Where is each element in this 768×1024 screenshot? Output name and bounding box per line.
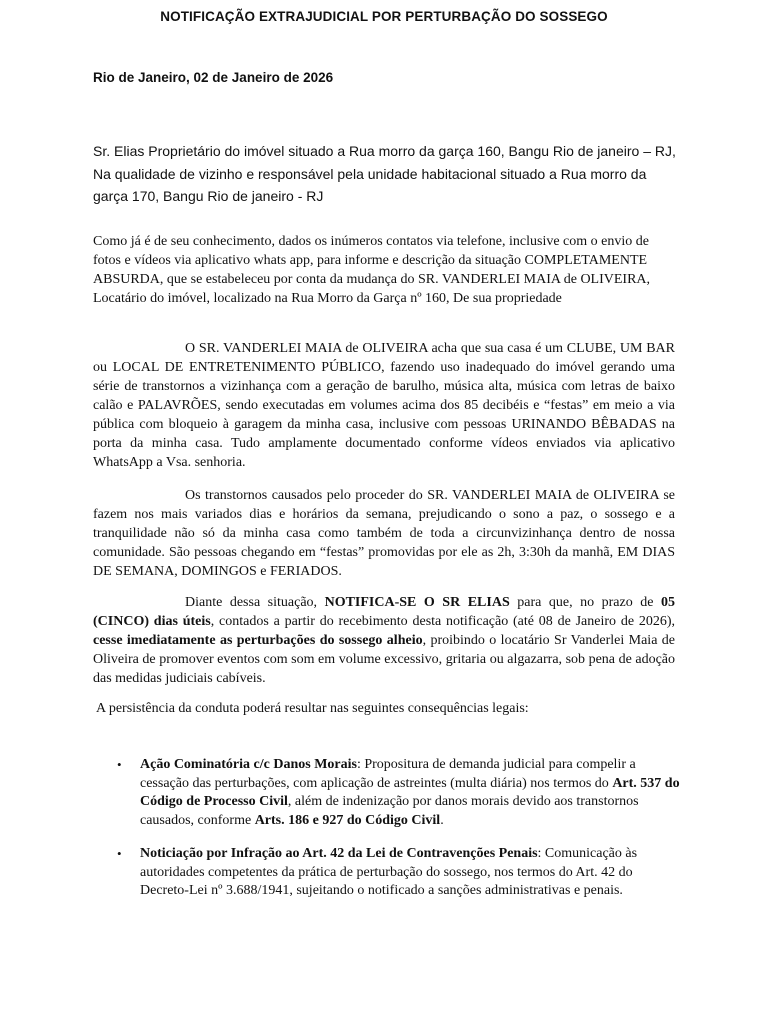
list-item [93,756,683,830]
paragraph-complaint-text: O SR. VANDERLEI MAIA de OLIVEIRA acha que sua casa é um CLUBE, UM BAR ou LOCAL DE ENTRETENIMENTO PÚBLICO, fazendo uso inadequado do imóvel gerando uma série de transtornos a vizinhança com a geração de barulho, música alta, música com letras de baixo calão e PALAVRÕES, sendo executadas em volumes acima dos 85 decibéis e “festas” em meio a via pública com bloqueio à garagem da minha casa, inclusive com pessoas URINANDO BÊBADAS na porta da minha casa. Tudo amplamente documentado conforme vídeos enviados via aplicativo WhatsApp a Vsa. senhoria. [93,341,675,470]
paragraph-disturbances-text: Os transtornos causados pelo proceder do SR. VANDERLEI MAIA de OLIVEIRA se fazem nos mais variados dias e horários da semana, prejudicando o sono a paz, o sossego e a tranquilidade não só da minha casa como também de toda a circunvizinhança dentro de nossa comunidade. São pessoas chegando em “festas” promovidas por ele as 2h, 3:30h da manhã, EM DIAS DE SEMANA, DOMINGOS e FERIADOS. [93,488,675,579]
document-title: NOTIFICAÇÃO EXTRAJUDICIAL POR PERTURBAÇÃO DO SOSSEGO [160,9,608,24]
item1-cpc-reference: Art. 537 do Código de Processo Civil [140,775,680,810]
paragraph-notification [93,593,675,688]
notification-text-1: Diante dessa situação, [185,595,325,610]
date-line: Rio de Janeiro, 02 de Janeiro de 2026 [93,70,334,85]
item1-text-2: , além de indenização por danos morais devido aos transtornos causados, conforme [140,794,639,828]
notification-deadline: 05 (CINCO) dias úteis [93,595,675,629]
consequences-list [93,756,683,830]
item1-cc-reference: Arts. 186 e 927 do Código Civil [254,812,441,828]
notification-bold-1: NOTIFICA-SE O SR ELIAS [324,595,510,610]
item2-heading: Noticiação por Infração ao Art. 42 da Lei de Contravenções Penais [140,846,538,861]
notification-text-2: para que, no prazo de [509,595,661,610]
paragraph-context: Como já é de seu conhecimento, dados os inúmeros contatos via telefone, inclusive com o envio de fotos e vídeos via aplicativo whats app, para informe e descrição da situação COMPLETAMENTE ABSURDA, que se estabeleceu por conta da mudança do SR. VANDERLEI MAIA de OLIVEIRA, Locatário do imóvel, localizado na Rua Morro da Garça nº 160, De sua propriedade [93,234,651,306]
notification-text-3: , contados a partir do recebimento desta notificação (até 08 de Janeiro de 2026), [210,614,675,629]
item1-heading: Ação Cominatória c/c Danos Morais [140,757,357,772]
notification-text-4: , proibindo o locatário Sr Vanderlei Maia de Oliveira de promover eventos com som em volume excessivo, gritaria ou algazarra, sob pena de adoção das medidas judiciais cabíveis. [93,633,675,686]
consequences-list-2 [93,845,683,901]
paragraph-disturbances [93,486,675,581]
item2-text-1: : Comunicação às autoridades competentes da prática de perturbação do sossego, nos termos do Art. 42 do Decreto-Lei nº 3.688/1941, sujeitando o notificado a sanções administrativas e penais. [140,846,638,899]
notification-demand: cesse imediatamente as perturbações do sossego alheio [93,633,423,648]
paragraph-complaint [93,339,675,472]
bullet-icon: • [117,846,122,861]
item1-text-1: : Propositura de demanda judicial para compelir a cessação das perturbações, com aplicação de astreintes (multa diária) nos termos do [140,757,636,791]
address-block: Sr. Elias Proprietário do imóvel situado a Rua morro da garça 160, Bangu Rio de janeiro – RJ, Na qualidade de vizinho e responsável pela unidade habitacional situado a Rua morro da garça 170, Bangu Rio de janeiro - RJ [93,143,676,204]
paragraph-consequences-intro: A persistência da conduta poderá resultar nas seguintes consequências legais: [96,701,529,716]
item1-text-3: . [440,812,444,828]
bullet-icon: • [117,757,122,772]
list-item [93,845,683,901]
